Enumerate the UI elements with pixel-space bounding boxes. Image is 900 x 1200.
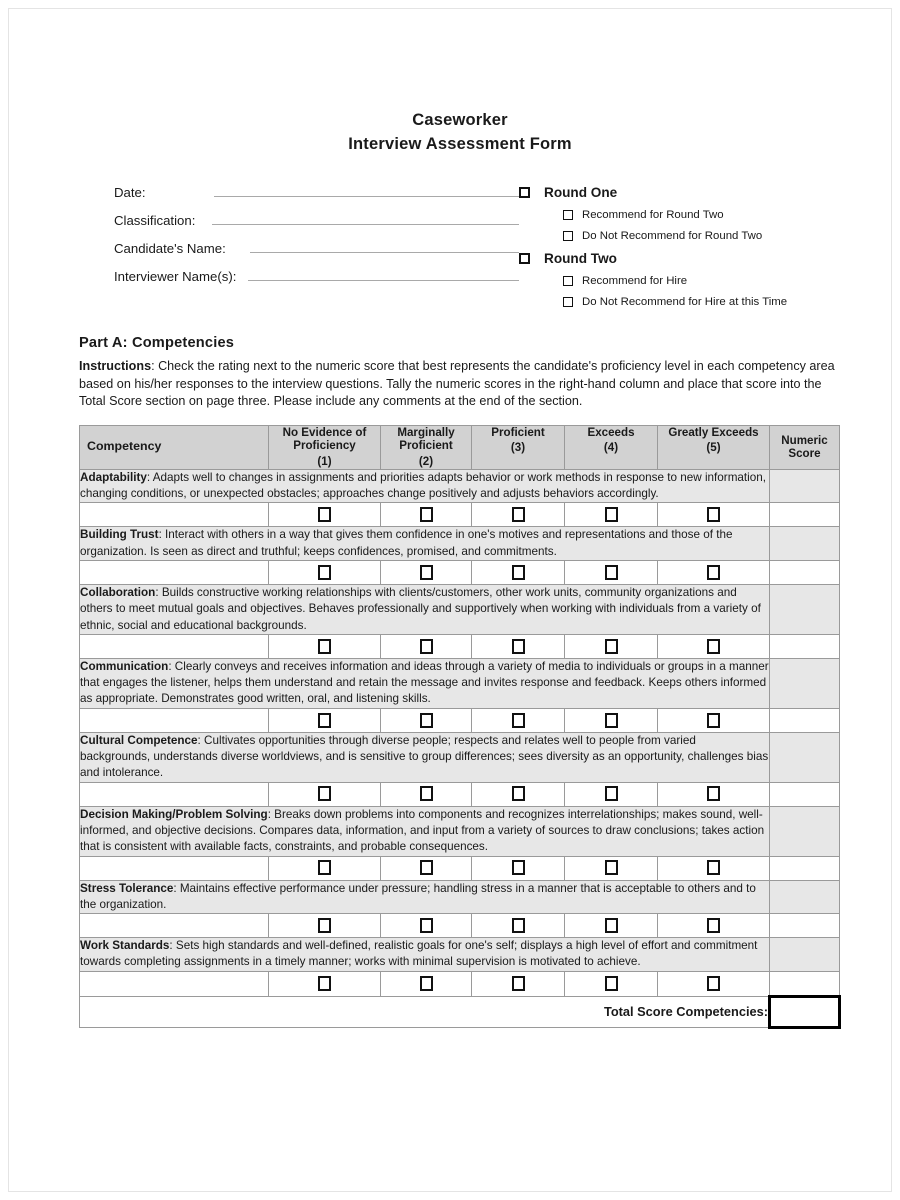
competency-rating-row: [80, 560, 840, 584]
document-title: [79, 109, 841, 156]
rating-cell-5[interactable]: [658, 914, 770, 938]
checkbox-rating-5[interactable]: [707, 713, 720, 728]
round-two-label: Round Two: [544, 251, 617, 266]
rating-row-numeric-cell[interactable]: [770, 503, 840, 527]
checkbox-rating-2[interactable]: [420, 713, 433, 728]
checkbox-rating-2[interactable]: [420, 639, 433, 654]
field-candidate-name-label: Candidate's Name:: [114, 241, 226, 256]
competency-description-row: [80, 527, 840, 561]
header-competency-label: Competency: [87, 439, 162, 454]
competency-name: Building Trust: [80, 528, 159, 542]
field-classification-input[interactable]: [212, 211, 519, 225]
field-date-label: Date:: [114, 185, 146, 200]
competency-separator: :: [267, 807, 271, 821]
rating-cell-1[interactable]: [269, 560, 381, 584]
document-page: [8, 8, 892, 1192]
competency-separator: :: [173, 881, 177, 895]
rating-row-numeric-cell[interactable]: [770, 782, 840, 806]
checkbox-rating-3[interactable]: [512, 860, 525, 875]
checkbox-rating-1[interactable]: [318, 639, 331, 654]
checkbox-recommend-round-two[interactable]: [563, 210, 573, 220]
round-two-option-1[interactable]: [519, 296, 841, 308]
rating-cell-3[interactable]: [472, 914, 565, 938]
checkbox-rating-3[interactable]: [512, 786, 525, 801]
round-one-option-0-label: Recommend for Round Two: [582, 209, 724, 221]
field-candidate-name-input[interactable]: [250, 239, 519, 253]
rating-cell-2[interactable]: [381, 560, 472, 584]
round-one-option-1[interactable]: [519, 230, 841, 242]
field-interviewer-names-input[interactable]: [248, 267, 519, 281]
competency-rating-row: [80, 971, 840, 996]
competency-name: Stress Tolerance: [80, 881, 174, 895]
rating-cell-4[interactable]: [565, 914, 658, 938]
checkbox-do-not-recommend-for-hire[interactable]: [563, 297, 573, 307]
round-selection: [519, 183, 841, 317]
header-proficient-number: (3): [510, 441, 526, 455]
round-two-header[interactable]: [519, 251, 841, 266]
field-date: [114, 183, 519, 200]
competency-table: [79, 425, 841, 1029]
checkbox-rating-5[interactable]: [707, 507, 720, 522]
numeric-score-cell[interactable]: [770, 658, 840, 708]
round-two-option-0[interactable]: [519, 275, 841, 287]
rating-cell-4[interactable]: [565, 856, 658, 880]
header-marginally-proficient-label: Marginally Proficient: [397, 425, 455, 453]
rating-row-spacer: [80, 503, 269, 527]
header-greatly-exceeds: [658, 425, 770, 469]
checkbox-recommend-for-hire[interactable]: [563, 276, 573, 286]
rating-cell-5[interactable]: [658, 503, 770, 527]
header-proficient-label: Proficient: [491, 425, 545, 439]
rating-row-numeric-cell[interactable]: [770, 914, 840, 938]
rating-cell-2[interactable]: [381, 503, 472, 527]
rating-cell-3[interactable]: [472, 634, 565, 658]
rating-cell-3[interactable]: [472, 856, 565, 880]
field-classification: [114, 211, 519, 228]
rating-cell-4[interactable]: [565, 708, 658, 732]
total-score-value[interactable]: [770, 996, 840, 1027]
checkbox-rating-1[interactable]: [318, 786, 331, 801]
competency-rating-row: [80, 503, 840, 527]
checkbox-do-not-recommend-round-two[interactable]: [563, 231, 573, 241]
checkbox-rating-1[interactable]: [318, 860, 331, 875]
checkbox-rating-1[interactable]: [318, 918, 331, 933]
checkbox-rating-2[interactable]: [420, 860, 433, 875]
header-competency: [80, 425, 269, 469]
competency-description: [80, 584, 770, 634]
field-interviewer-names: [114, 267, 519, 284]
header-marginally-proficient-number: (2): [418, 454, 434, 468]
competency-description-text: Adapts well to changes in assignments and priorities adapts behavior or work methods in response to new information, changing conditions, or unexpected obstacles; approaches change positively and adjusts behaviors accordingly.: [80, 470, 767, 501]
checkbox-rating-2[interactable]: [420, 565, 433, 580]
rating-cell-1[interactable]: [269, 708, 381, 732]
competency-separator: :: [158, 528, 162, 542]
title-line-1: Caseworker: [412, 111, 508, 129]
competency-description: [80, 806, 770, 856]
rating-cell-4[interactable]: [565, 560, 658, 584]
title-line-2: Interview Assessment Form: [348, 135, 572, 153]
checkbox-rating-5[interactable]: [707, 565, 720, 580]
numeric-score-cell[interactable]: [770, 469, 840, 503]
competency-description-text: Breaks down problems into components and recognizes interrelationships; makes sound, well-informed, and objective decisions. Compares data, information, and input from a variety of sources to draw conclusions; takes action that is consistent with available facts, constraints, and probable consequences.: [80, 807, 765, 854]
competency-description: [80, 732, 770, 782]
instructions-label: Instructions: [79, 359, 152, 373]
rating-cell-5[interactable]: [658, 708, 770, 732]
rating-cell-5[interactable]: [658, 782, 770, 806]
header-exceeds-number: (4): [603, 441, 619, 455]
checkbox-rating-2[interactable]: [420, 918, 433, 933]
round-one-option-1-label: Do Not Recommend for Round Two: [582, 230, 763, 242]
competency-name: Decision Making/Problem Solving: [80, 807, 268, 821]
competency-rating-row: [80, 856, 840, 880]
competency-description-row: [80, 584, 840, 634]
rating-cell-5[interactable]: [658, 634, 770, 658]
rating-row-spacer: [80, 971, 269, 996]
competency-separator: :: [197, 733, 201, 747]
rating-cell-4[interactable]: [565, 634, 658, 658]
rating-cell-1[interactable]: [269, 503, 381, 527]
rating-row-spacer: [80, 560, 269, 584]
checkbox-rating-4[interactable]: [605, 507, 618, 522]
competency-description: [80, 527, 770, 561]
checkbox-rating-4[interactable]: [605, 786, 618, 801]
numeric-score-cell[interactable]: [770, 806, 840, 856]
competency-name: Work Standards: [80, 939, 170, 953]
competency-description-row: [80, 938, 840, 972]
rating-cell-2[interactable]: [381, 708, 472, 732]
rating-cell-4[interactable]: [565, 971, 658, 996]
round-one-header[interactable]: [519, 185, 841, 200]
competency-description-text: Builds constructive working relationships with clients/customers, other work units, community organizations and others to meet mutual goals and objectives. Behaves professionally and supportively when working with individuals from a variety of ethnic, social and educational backgrounds.: [80, 585, 761, 632]
checkbox-rating-3[interactable]: [512, 565, 525, 580]
document-body: [79, 109, 841, 1029]
competency-separator: :: [146, 470, 151, 484]
header-exceeds: [565, 425, 658, 469]
header-no-evidence: [269, 425, 381, 469]
competency-name: Adaptability: [80, 470, 147, 484]
round-one-group: [519, 185, 841, 242]
competency-description-row: [80, 658, 840, 708]
rating-cell-5[interactable]: [658, 971, 770, 996]
checkbox-rating-1[interactable]: [318, 976, 331, 991]
rating-cell-2[interactable]: [381, 971, 472, 996]
checkbox-rating-4[interactable]: [605, 565, 618, 580]
rating-cell-5[interactable]: [658, 560, 770, 584]
competency-description: [80, 658, 770, 708]
checkbox-rating-2[interactable]: [420, 976, 433, 991]
candidate-fields: [79, 183, 519, 295]
checkbox-rating-5[interactable]: [707, 918, 720, 933]
competency-description-text: Cultivates opportunities through diverse people; respects and relates well to people from varied backgrounds, understands diverse worldviews, and is sensitive to group differences; sees diversity as an opportunity, challenges bias and intolerance.: [80, 733, 769, 780]
rating-cell-5[interactable]: [658, 856, 770, 880]
rating-row-numeric-cell[interactable]: [770, 856, 840, 880]
checkbox-round-two[interactable]: [519, 253, 530, 264]
checkbox-rating-3[interactable]: [512, 713, 525, 728]
table-header: [80, 425, 840, 469]
field-candidate-name: [114, 239, 519, 256]
checkbox-rating-3[interactable]: [512, 639, 525, 654]
rating-cell-1[interactable]: [269, 914, 381, 938]
competency-rating-row: [80, 634, 840, 658]
competency-description-row: [80, 880, 840, 914]
rating-row-numeric-cell[interactable]: [770, 708, 840, 732]
competency-description-text: Clearly conveys and receives information and ideas through a variety of media to individuals or groups in a manner that engages the listener, helps them understand and retain the message and invites response and feedback. Keeps others informed as appropriate. Demonstrates good written, oral, and listening skills.: [80, 659, 769, 706]
total-score-row: [80, 996, 840, 1027]
checkbox-rating-4[interactable]: [605, 918, 618, 933]
table-body: [80, 469, 840, 1027]
header-exceeds-label: Exceeds: [587, 425, 635, 439]
checkbox-rating-4[interactable]: [605, 860, 618, 875]
table-header-row: [80, 425, 840, 469]
numeric-score-cell[interactable]: [770, 527, 840, 561]
round-one-option-0[interactable]: [519, 209, 841, 221]
round-two-option-1-label: Do Not Recommend for Hire at this Time: [582, 296, 788, 308]
competency-separator: :: [168, 659, 172, 673]
checkbox-rating-5[interactable]: [707, 860, 720, 875]
rating-row-spacer: [80, 856, 269, 880]
rating-cell-4[interactable]: [565, 782, 658, 806]
checkbox-rating-2[interactable]: [420, 507, 433, 522]
competency-rating-row: [80, 914, 840, 938]
rating-row-spacer: [80, 708, 269, 732]
total-score-label: Total Score Competencies:: [80, 996, 770, 1027]
competency-description-row: [80, 732, 840, 782]
rating-cell-1[interactable]: [269, 634, 381, 658]
header-marginally-proficient: [381, 425, 472, 469]
round-two-option-0-label: Recommend for Hire: [582, 275, 688, 287]
checkbox-round-one[interactable]: [519, 187, 530, 198]
instructions-paragraph: [79, 358, 841, 411]
numeric-score-cell[interactable]: [770, 938, 840, 972]
field-date-input[interactable]: [214, 183, 519, 197]
checkbox-rating-5[interactable]: [707, 639, 720, 654]
form-header: [79, 183, 841, 317]
rating-row-numeric-cell[interactable]: [770, 634, 840, 658]
header-numeric-score: [770, 425, 840, 469]
numeric-score-cell[interactable]: [770, 732, 840, 782]
competency-description-row: [80, 469, 840, 503]
rating-row-numeric-cell[interactable]: [770, 560, 840, 584]
checkbox-rating-4[interactable]: [605, 639, 618, 654]
competency-name: Collaboration: [80, 585, 156, 599]
checkbox-rating-5[interactable]: [707, 976, 720, 991]
checkbox-rating-5[interactable]: [707, 786, 720, 801]
field-interviewer-names-label: Interviewer Name(s):: [114, 269, 237, 284]
checkbox-rating-3[interactable]: [512, 918, 525, 933]
rating-cell-3[interactable]: [472, 971, 565, 996]
rating-row-spacer: [80, 634, 269, 658]
rating-cell-2[interactable]: [381, 634, 472, 658]
checkbox-rating-1[interactable]: [318, 713, 331, 728]
checkbox-rating-3[interactable]: [512, 976, 525, 991]
competency-description: [80, 469, 770, 503]
rating-cell-2[interactable]: [381, 782, 472, 806]
instructions-text: : Check the rating next to the numeric score that best represents the candidate's proficiency level in each competency area based on his/her responses to the interview questions. Tally the numeric scores in the right-hand column and place that score into the Total Score section on page three. Please include any comments at the end of the section.: [79, 359, 835, 409]
part-a-heading: Part A: Competencies: [79, 335, 235, 351]
header-no-evidence-number: (1): [317, 454, 332, 468]
rating-row-numeric-cell[interactable]: [770, 971, 840, 996]
competency-description-row: [80, 806, 840, 856]
competency-name: Communication: [80, 659, 169, 673]
rating-cell-3[interactable]: [472, 708, 565, 732]
rating-cell-2[interactable]: [381, 914, 472, 938]
checkbox-rating-4[interactable]: [605, 976, 618, 991]
rating-cell-4[interactable]: [565, 503, 658, 527]
header-numeric-score-label: Numeric Score: [781, 433, 828, 461]
header-proficient: [472, 425, 565, 469]
numeric-score-cell[interactable]: [770, 880, 840, 914]
competency-description-text: Sets high standards and well-defined, realistic goals for one's self; displays a high level of effort and commitment towards completing assignments in a timely manner; works with minimal supervision is motivated to achieve.: [80, 939, 758, 969]
checkbox-rating-1[interactable]: [318, 507, 331, 522]
checkbox-rating-3[interactable]: [512, 507, 525, 522]
rating-cell-1[interactable]: [269, 782, 381, 806]
rating-cell-3[interactable]: [472, 782, 565, 806]
competency-description-text: Interact with others in a way that gives them confidence in one's motives and representations and those of the organization. Is seen as direct and truthful; keeps confidences, promised, and commitments.: [80, 528, 733, 558]
rating-cell-3[interactable]: [472, 560, 565, 584]
competency-separator: :: [169, 939, 173, 953]
field-classification-label: Classification:: [114, 213, 196, 228]
rating-cell-1[interactable]: [269, 971, 381, 996]
competency-description: [80, 880, 770, 914]
competency-description: [80, 938, 770, 972]
numeric-score-cell[interactable]: [770, 584, 840, 634]
header-greatly-exceeds-label: Greatly Exceeds: [668, 425, 759, 439]
round-two-group: [519, 251, 841, 308]
rating-cell-1[interactable]: [269, 856, 381, 880]
checkbox-rating-2[interactable]: [420, 786, 433, 801]
rating-row-spacer: [80, 782, 269, 806]
checkbox-rating-1[interactable]: [318, 565, 331, 580]
round-one-label: Round One: [544, 185, 618, 200]
rating-cell-2[interactable]: [381, 856, 472, 880]
competency-rating-row: [80, 782, 840, 806]
competency-rating-row: [80, 708, 840, 732]
header-greatly-exceeds-number: (5): [706, 441, 721, 455]
checkbox-rating-4[interactable]: [605, 713, 618, 728]
header-no-evidence-label: No Evidence of Proficiency: [282, 425, 367, 453]
rating-row-spacer: [80, 914, 269, 938]
competency-name: Cultural Competence: [80, 733, 198, 747]
rating-cell-3[interactable]: [472, 503, 565, 527]
competency-description-text: Maintains effective performance under pressure; handling stress in a manner that is acceptable to others and to the organization.: [80, 881, 756, 911]
competency-separator: :: [155, 585, 159, 599]
